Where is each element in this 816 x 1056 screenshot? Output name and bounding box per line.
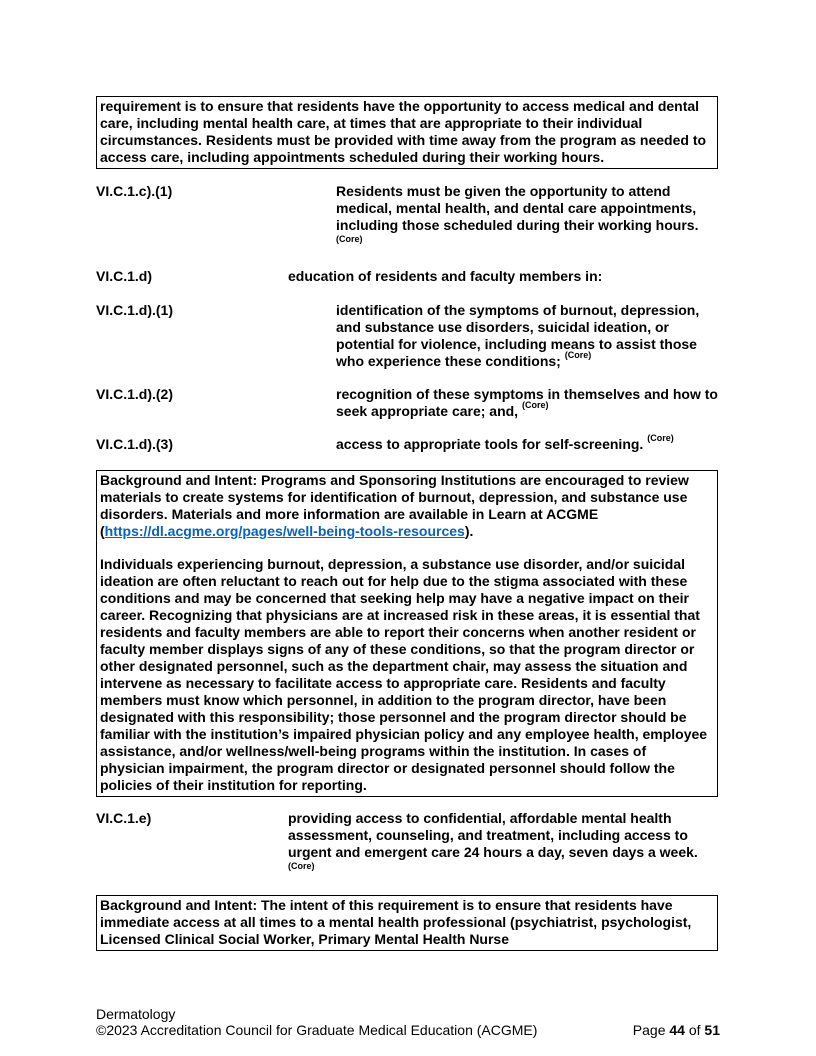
requirement-text bbox=[336, 433, 720, 453]
requirement-text bbox=[336, 302, 720, 370]
core-tag: (Core) bbox=[647, 433, 674, 443]
requirement-id: VI.C.1.e) bbox=[96, 810, 152, 826]
footer-copyright: ©2023 Accreditation Council for Graduate Medical Education (ACGME) bbox=[96, 1022, 538, 1038]
background-intent-box bbox=[96, 895, 718, 951]
core-tag: (Core) bbox=[336, 234, 363, 244]
background-intent-box bbox=[96, 470, 718, 797]
requirement-text: education of residents and faculty members in: bbox=[288, 268, 603, 284]
requirement-body: recognition of these symptoms in themselves and how to seek appropriate care; and, bbox=[336, 386, 718, 419]
page-number bbox=[633, 1022, 720, 1038]
intent-box-continued bbox=[96, 96, 718, 169]
intent-box-text: requirement is to ensure that residents have the opportunity to access medical and dental care, including mental health care, at times that are appropriate to their individual circumstances. Residents must be provided with time away from the program as needed to access care, including appointments scheduled during their working hours. bbox=[100, 98, 707, 165]
of-label: of bbox=[688, 1022, 701, 1038]
requirement-id: VI.C.1.d) bbox=[96, 268, 153, 284]
core-tag: (Core) bbox=[564, 350, 592, 360]
intent-paragraph-2: Individuals experiencing burnout, depression, a substance use disorder, and/or suicidal ideation are often reluctant to reach out for help due to the stigma associated with these conditions and may be concerned that seeking help may have a negative impact on their career. Recognizing that physicians are at increased risk in these areas, it is essential that residents and faculty members are able to report their concerns when another resident or faculty member displays signs of any of these conditions, so that the program director or other designated personnel, such as the department chair, may assess the situation and intervene as necessary to facilitate access to appropriate care. Residents and faculty members must know which personnel, in addition to the program director, have been designated with this responsibility; those personnel and the program director should be familiar with the institution’s impaired physician policy and any employee health, employee assistance, and/or wellness/well-being programs within the institution. In cases of physician impairment, the program director or designated personnel should follow the policies of their institution for reporting. bbox=[100, 556, 708, 793]
requirement-id: VI.C.1.d).(1) bbox=[96, 302, 174, 318]
footer-specialty: Dermatology bbox=[96, 1006, 176, 1022]
requirement-body: identification of the symptoms of burnout, depression, and substance use disorders, suicidal ideation, or potential for violence, including means to assist those who experience these conditions; bbox=[336, 302, 700, 369]
intent-text: Background and Intent: Programs and Sponsoring Institutions are encouraged to review materials to create systems for identification of burnout, depression, and substance use disorders. Materials and more information are available in Learn at ACGME ( bbox=[100, 472, 689, 539]
intent-text: Background and Intent: The intent of this requirement is to ensure that residents have immediate access at all times to a mental health professional (psychiatrist, psychologist, Licensed Clinical Social Worker, Primary Mental Health Nurse bbox=[100, 897, 692, 947]
requirement-body: Residents must be given the opportunity to attend medical, mental health, and dental care appointments, including those scheduled during their working hours. bbox=[336, 183, 699, 233]
requirement-text bbox=[288, 810, 720, 872]
requirement-text bbox=[336, 183, 720, 245]
requirement-id: VI.C.1.d).(2) bbox=[96, 386, 174, 402]
requirement-text bbox=[336, 386, 720, 420]
core-tag: (Core) bbox=[288, 861, 315, 871]
intent-paragraph-1 bbox=[100, 472, 714, 540]
learn-at-acgme-link[interactable]: https://dl.acgme.org/pages/well-being-tools-resources bbox=[104, 523, 465, 539]
intent-text: ). bbox=[464, 523, 474, 539]
page-label: Page bbox=[632, 1022, 666, 1038]
requirement-body: access to appropriate tools for self-screening. bbox=[336, 436, 644, 452]
requirement-body: providing access to confidential, affordable mental health assessment, counseling, and treatment, including access to urgent and emergent care 24 hours a day, seven days a week. bbox=[288, 810, 698, 860]
requirement-id: VI.C.1.c).(1) bbox=[96, 183, 173, 199]
page-footer bbox=[96, 1006, 720, 1038]
requirement-id: VI.C.1.d).(3) bbox=[96, 436, 174, 452]
core-tag: (Core) bbox=[521, 400, 549, 410]
total-pages: 51 bbox=[704, 1022, 720, 1038]
current-page: 44 bbox=[669, 1022, 685, 1038]
